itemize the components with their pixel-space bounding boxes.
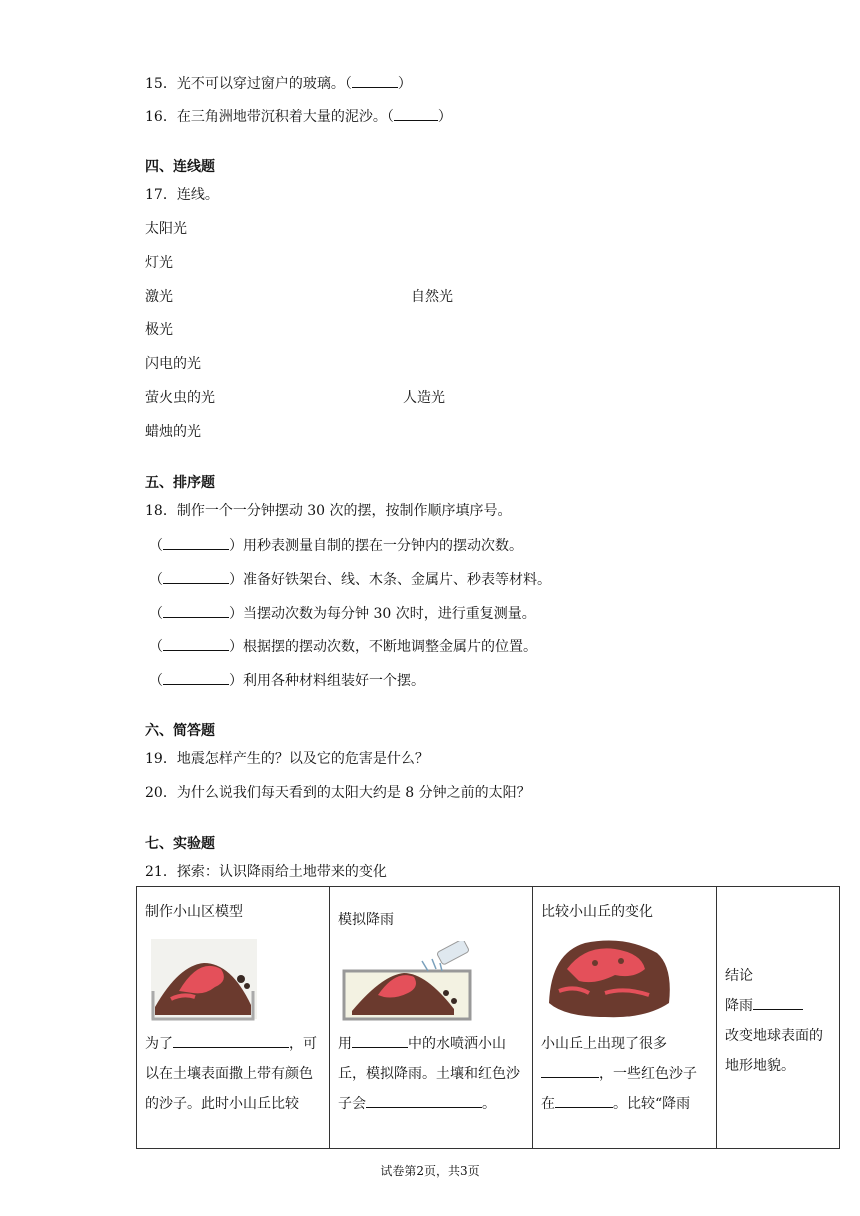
order-blank[interactable] [163,569,229,584]
match-left-item: 蜡烛的光 [145,424,201,440]
ordering-step: （ ）用秒表测量自制的摆在一分钟内的摆动次数。 [149,535,523,556]
experiment-table [136,886,840,1149]
order-blank[interactable] [163,670,229,685]
match-left-item: 极光 [145,322,173,338]
question-20: 20．为什么说我们每天看到的太阳大约是 8 分钟之前的太阳？ [145,785,531,801]
cell-title: 制作小山区模型 [145,904,243,920]
match-left-item: 闪电的光 [145,356,201,372]
section-heading-matching: 四、连线题 [145,159,215,175]
cell-rain: 模拟降雨 用 中的水喷洒小山丘，模拟降雨。土壤和红色沙子会 。 [330,887,533,1149]
question-21: 21．探索：认识降雨给土地带来的变化 [145,864,387,880]
ordering-step: （ ）准备好铁架台、线、木条、金属片、秒表等材料。 [149,569,551,590]
cell-compare: 比较小山丘的变化 小山丘上出现了很多，一些红色沙子在 。比较“降雨 [533,887,717,1149]
ordering-step: （ ）当摆动次数为每分钟 30 次时，进行重复测量。 [149,603,536,624]
ordering-step: （ ）根据摆的摆动次数，不断地调整金属片的位置。 [149,636,537,657]
answer-blank[interactable] [394,106,438,121]
section-heading-short-answer: 六、简答题 [145,723,215,739]
order-blank[interactable] [163,636,229,651]
order-blank[interactable] [163,535,229,550]
cell-model: 制作小山区模型 为了 ，可以在土壤表面撒上带有颜色的沙子。此时小山丘比较 [137,887,330,1149]
question-18: 18．制作一个一分钟摆动 30 次的摆，按制作顺序填序号。 [145,503,512,519]
soil-mound-illustration [149,933,259,1021]
cell-conclusion: 结论 降雨 改变地球表面的地形地貌。 [717,887,840,1149]
question-16: 16．在三角洲地带沉积着大量的泥沙。（ ） [145,106,452,127]
page-footer: 试卷第2页，共3页 [380,1164,480,1178]
answer-blank[interactable] [173,1033,289,1048]
cell-title: 比较小山丘的变化 [541,904,653,920]
rain-simulation-illustration [342,941,472,1021]
section-heading-ordering: 五、排序题 [145,475,215,491]
answer-blank[interactable] [555,1093,613,1108]
answer-blank[interactable] [753,995,803,1010]
ordering-step: （ ）利用各种材料组装好一个摆。 [149,670,425,691]
order-blank[interactable] [163,603,229,618]
cell-title: 模拟降雨 [338,912,394,928]
match-left-item: 太阳光 [145,221,187,237]
match-right-item: 自然光 [411,289,453,305]
match-left-item: 萤火虫的光 [145,390,215,406]
section-heading-experiment: 七、实验题 [145,836,215,852]
answer-blank[interactable] [352,1033,408,1048]
question-15: 15．光不可以穿过窗户的玻璃。（ ） [145,73,412,94]
question-17: 17．连线。 [145,187,219,203]
answer-blank[interactable] [541,1063,599,1078]
match-left-item: 灯光 [145,255,173,271]
eroded-mound-illustration [545,933,675,1021]
match-left-item: 激光 [145,289,173,305]
answer-blank[interactable] [352,73,398,88]
question-19: 19．地震怎样产生的？以及它的危害是什么？ [145,751,429,767]
match-right-item: 人造光 [403,390,445,406]
answer-blank[interactable] [366,1093,482,1108]
